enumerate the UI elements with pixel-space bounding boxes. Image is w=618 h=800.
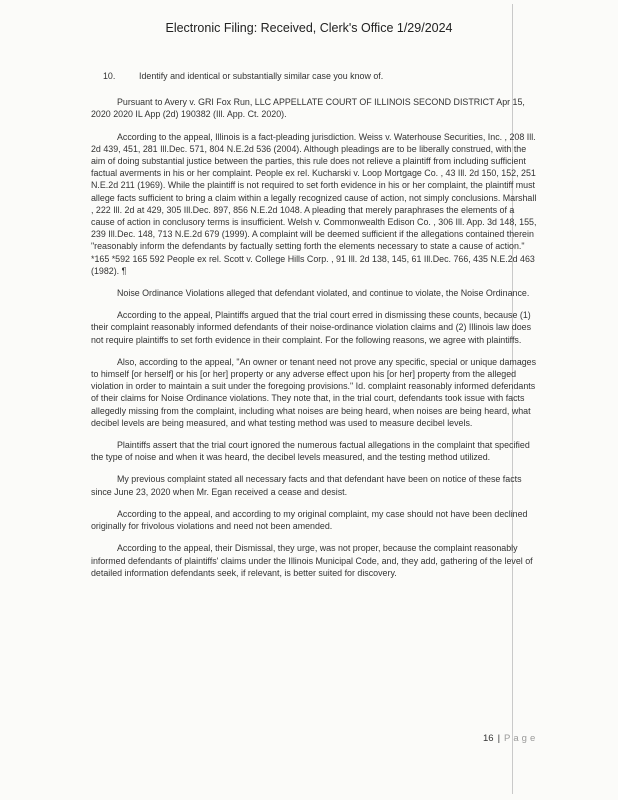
paragraph-avery-citation: Pursuant to Avery v. GRI Fox Run, LLC APPELLATE COURT OF ILLINOIS SECOND DISTRICT Apr 15, 2020 2020 IL App (2d) 190382 (Ill. App. Ct. 2020). <box>91 97 525 120</box>
page-word: Page <box>504 733 539 744</box>
page-number: 16 <box>483 733 494 744</box>
electronic-filing-header: Electronic Filing: Received, Clerk's Office 1/29/2024 <box>165 21 453 35</box>
paragraph-dismissal: According to the appeal, their Dismissal, they urge, was not proper, because the complaint reasonably informed defendants of plaintiffs' claims under the Illinois Municipal Code, and, they add, gathering of the level of detailed information defendants seek, if relevant, is better suited for discovery. <box>91 543 533 578</box>
paragraph-plaintiffs-argued: According to the appeal, Plaintiffs argued that the trial court erred in dismissing these counts, because (1) their complaint reasonably informed defendants of their noise-ordinance violation claims and (2) Illinois law does not require plaintiffs to set forth evidence in their complaint. For the following reasons, we agree with plaintiffs. <box>91 310 532 345</box>
numbered-item-10 <box>91 70 539 82</box>
paragraph-previous-complaint: My previous complaint stated all necessary facts and that defendant have been on notice of these facts since June 23, 2020 when Mr. Egan received a cease and desist. <box>91 474 522 497</box>
item-number: 10. <box>103 71 116 81</box>
item-text: Identify and identical or substantially similar case you know of. <box>139 71 384 81</box>
paragraph-original-complaint: According to the appeal, and according to my original complaint, my case should not have been declined originally for frivolous violations and need not been amended. <box>91 508 528 532</box>
paragraph-owner-tenant: Also, according to the appeal, "An owner or tenant need not prove any specific, special or unique damages to himself [or herself] or his [or her] property or any adverse effect upon his [or her] property from the alleged violation in order to maintain a suit under the foregoing provisions." Id. complaint reasonably informed defendants of their claims for Noise Ordinance violations. They note that, in the trial court, defendants took issue with facts allegedly missing from the complaint, including what noises are being heard, when noises are being heard, what decibel levels are being measured, and what testing method was used to measure decibel levels. <box>91 356 537 428</box>
paragraph-noise-ordinance: Noise Ordinance Violations alleged that defendant violated, and continue to violate, the Noise Ordinance. <box>117 288 530 299</box>
paragraph-fact-pleading: According to the appeal, Illinois is a fact-pleading jurisdiction. Weiss v. Waterhouse Securities, Inc. , 208 Ill. 2d 439, 451, 281 Ill.Dec. 571, 804 N.E.2d 536 (2004). Although pleadings are to be liberally construed, with the aim of doing substantial justice between the parties, this rule does not relieve a plaintiff from including sufficient factual averments in his or her complaint. People ex rel. Kucharski v. Loop Mortgage Co. , 43 Ill. 2d 150, 152, 251 N.E.2d 211 (1969). While the plaintiff is not required to set forth evidence in his or her complaint, the plaintiff must allege facts sufficient to bring a claim within a legally recognized cause of action, not simply conclusions. Marshall , 222 Ill. 2d at 429, 305 Ill.Dec. 897, 856 N.E.2d 1048. A pleading that merely paraphrases the elements of a cause of action in conclusory terms is insufficient. Welsh v. Commonwealth Edison Co. , 306 Ill. App. 3d 148, 155, 239 Ill.Dec. 148, 713 N.E.2d 679 (1999). A complaint will be deemed sufficient if the allegations contained therein "reasonably inform the defendants by factually setting forth the elements necessary to state a cause of action." *165 *592 165 592 People ex rel. Scott v. College Hills Corp. , 91 Ill. 2d 138, 145, 61 Ill.Dec. 766, 435 N.E.2d 463 (1982). ¶ <box>91 131 537 276</box>
footer-separator: | <box>497 733 501 744</box>
document-body <box>91 70 539 589</box>
page-footer <box>483 733 538 744</box>
paragraph-plaintiffs-assert: Plaintiffs assert that the trial court ignored the numerous factual allegations in the complaint that specified the type of noise and when it was heard, the decibel levels measured, and the testing method utilized. <box>91 440 530 463</box>
